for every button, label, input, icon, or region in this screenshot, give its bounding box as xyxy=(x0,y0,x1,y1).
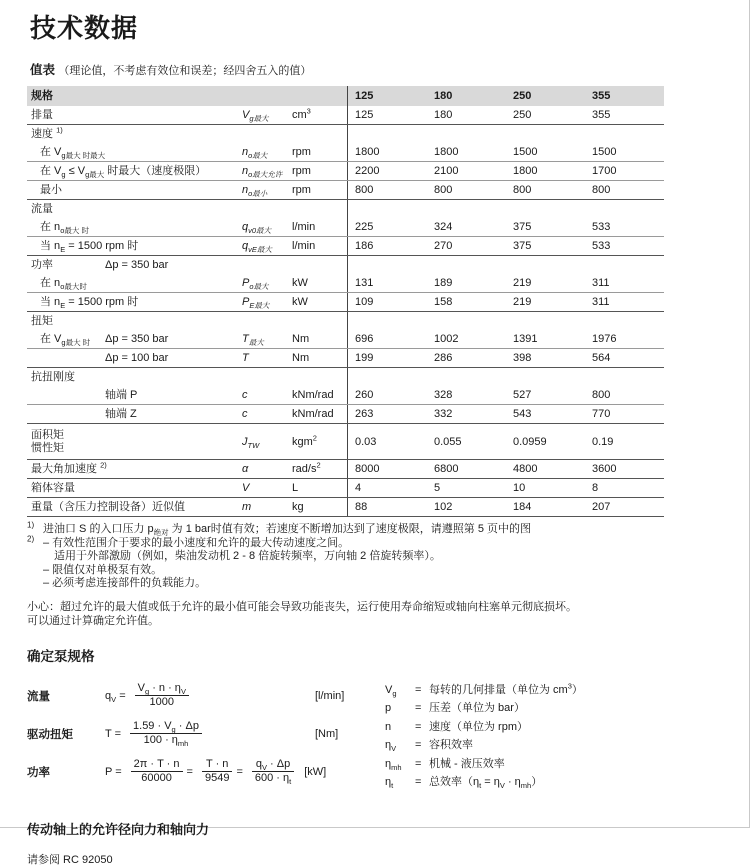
fraction-denominator: $600 \cdot \eta_t$ xyxy=(254,772,292,787)
row-values xyxy=(347,330,664,348)
cell-value: 696 xyxy=(355,333,374,345)
fraction xyxy=(252,758,294,785)
legend-item xyxy=(385,718,583,737)
formula-unit: [l/min] xyxy=(315,689,345,702)
row-values xyxy=(347,293,664,311)
cell-value: 0.03 xyxy=(355,435,377,448)
row-values xyxy=(347,312,664,330)
row-values xyxy=(347,386,664,404)
row-symbol: $n_{o最大允许}$ xyxy=(242,165,283,180)
header-size-value: 180 xyxy=(434,90,453,102)
cell-value: 375 xyxy=(513,221,532,233)
row-note: Δp = 350 bar xyxy=(105,333,169,345)
cell-value: 199 xyxy=(355,352,374,364)
fraction-denominator: $100 \cdot \eta_{mh}$ xyxy=(143,734,189,749)
table-row xyxy=(27,274,664,293)
row-label: 排量 xyxy=(31,108,53,121)
row-values xyxy=(347,237,664,255)
formula-label: 功率 xyxy=(27,766,50,779)
table-row xyxy=(27,106,664,125)
cell-value: 800 xyxy=(592,184,611,196)
cell-value: 184 xyxy=(513,501,532,513)
cell-value: 770 xyxy=(592,408,611,420)
row-label: 在 $V_g \le V_{g最大}$ 时最大（速度极限） xyxy=(40,164,207,179)
cell-value: 328 xyxy=(434,389,453,401)
cell-value: 263 xyxy=(355,408,374,420)
cell-value: 189 xyxy=(434,277,453,289)
cell-value: 207 xyxy=(592,501,611,513)
row-values xyxy=(347,460,664,478)
table-row xyxy=(27,424,664,460)
table-section-row xyxy=(27,312,664,330)
row-unit: Nm xyxy=(292,333,310,345)
table-row xyxy=(27,405,664,424)
cell-value: 0.055 xyxy=(434,435,462,448)
row-unit: kg xyxy=(292,501,304,513)
row-symbol: $n_{o最小}$ xyxy=(242,184,268,199)
legend-equals: = xyxy=(415,757,422,770)
legend-item xyxy=(385,699,583,718)
cell-value: 1002 xyxy=(434,333,459,345)
cell-value: 375 xyxy=(513,240,532,252)
row-label: 面积矩 惯性矩 xyxy=(31,428,64,454)
footnote-line xyxy=(27,550,707,564)
cell-value: 1800 xyxy=(434,146,459,158)
shaft-forces-reference: 请参阅 RC 92050 xyxy=(27,853,113,866)
table-row xyxy=(27,330,664,349)
row-unit: L xyxy=(292,482,299,494)
footnote-marker: 1) xyxy=(27,520,35,530)
row-values xyxy=(347,181,664,199)
row-unit: rad/$s^2$ xyxy=(292,460,321,475)
cell-value: 180 xyxy=(434,109,453,121)
row-label: 箱体容量 xyxy=(31,481,75,494)
legend-definition: 总效率$(\eta_t = \eta_V \cdot \eta_{mh})$ xyxy=(429,776,543,791)
footnote-marker xyxy=(27,577,43,591)
formula-unit: [kW] xyxy=(304,765,327,778)
cell-value: 311 xyxy=(592,277,610,289)
row-values xyxy=(347,125,664,143)
header-size-value: 125 xyxy=(355,90,374,102)
table-row xyxy=(27,498,664,517)
row-values xyxy=(347,349,664,367)
formula-row xyxy=(27,755,385,789)
fraction xyxy=(202,758,232,785)
legend-symbol: $V_g$ xyxy=(385,683,397,698)
footnotes xyxy=(27,520,707,591)
row-symbol: c xyxy=(242,408,248,420)
table-row xyxy=(27,237,664,256)
caution-line-1: 小心：超过允许的最大值或低于允许的最小值可能会导致功能丧失，运行使用寿命缩短或轴向柱塞单元彻底损坏。 xyxy=(27,600,577,613)
cell-value: 564 xyxy=(592,352,611,364)
row-values xyxy=(347,106,664,124)
cell-value: 533 xyxy=(592,221,611,233)
cell-value: 332 xyxy=(434,408,453,420)
footnote-line xyxy=(27,520,707,538)
row-unit: rpm xyxy=(292,165,311,177)
cell-value: 186 xyxy=(355,240,374,252)
footnote-line xyxy=(27,564,707,578)
row-unit: kgm$^2$ xyxy=(292,432,317,448)
legend-symbol: $\eta_V$ xyxy=(385,739,397,754)
fraction-numerator: 2π · T · n xyxy=(131,758,183,772)
row-symbol: $J_{TW}$ xyxy=(242,435,260,450)
cell-value: 543 xyxy=(513,408,532,420)
legend-symbol: p xyxy=(385,702,392,714)
row-label: 当 $n_E = 1500$ rpm 时 xyxy=(40,295,139,310)
table-section-row xyxy=(27,125,664,143)
legend-equals: = xyxy=(415,776,422,788)
cell-value: 800 xyxy=(592,389,611,401)
row-values xyxy=(347,368,664,386)
legend-symbol: $\eta_{mh}$ xyxy=(385,757,402,772)
row-unit: kW xyxy=(292,277,308,289)
header-label: 规格 xyxy=(31,89,53,102)
legend-definition: 每转的几何排量（单位为 $cm^3$） xyxy=(429,680,583,696)
row-symbol: T xyxy=(242,352,249,364)
legend-equals: = xyxy=(415,683,422,696)
row-values xyxy=(347,200,664,218)
row-label: 扭矩 xyxy=(31,314,53,327)
shaft-forces-heading: 传动轴上的允许径向力和轴向力 xyxy=(27,821,210,837)
row-unit: l/min xyxy=(292,240,316,252)
subtitle-bold: 值表 xyxy=(30,63,56,77)
row-note: Δp = 350 bar xyxy=(105,259,169,271)
row-symbol: α xyxy=(242,463,249,475)
table-section-row xyxy=(27,368,664,386)
cell-value: 2200 xyxy=(355,165,380,177)
spec-table xyxy=(27,86,664,517)
footnote-line xyxy=(27,533,707,551)
cell-value: 219 xyxy=(513,296,532,308)
header-size-columns xyxy=(347,86,664,106)
fraction xyxy=(135,682,189,709)
cell-value: 311 xyxy=(592,296,610,308)
row-symbol: V xyxy=(242,482,250,494)
header-size-value: 250 xyxy=(513,90,532,102)
cell-value: 102 xyxy=(434,501,453,513)
footnote-text: – 有效性范围介于要求的最小速度和允许的最大传动速度之间。 xyxy=(43,536,350,549)
row-label: Δp = 100 bar xyxy=(105,351,169,364)
table-row xyxy=(27,479,664,498)
legend-definition: 压差（单位为 bar） xyxy=(429,702,525,714)
row-unit: rpm xyxy=(292,184,311,196)
row-label: 最小 xyxy=(40,183,62,196)
row-unit: Nm xyxy=(292,352,310,364)
cell-value: 1500 xyxy=(592,146,617,158)
cell-value: 5 xyxy=(434,482,441,494)
row-values xyxy=(347,218,664,236)
cell-value: 800 xyxy=(355,184,374,196)
table-row xyxy=(27,181,664,200)
formula-term: = xyxy=(236,765,243,778)
legend-item xyxy=(385,736,583,755)
table-row xyxy=(27,143,664,162)
row-unit: kNm/rad xyxy=(292,408,334,420)
pump-spec-area xyxy=(27,679,749,793)
row-label: 在 $n_{o最大 时}$ xyxy=(40,220,89,235)
row-values xyxy=(347,162,664,180)
table-row xyxy=(27,349,664,368)
table-header-row xyxy=(27,86,664,106)
cell-value: 0.19 xyxy=(592,435,614,448)
cell-value: 1700 xyxy=(592,165,617,177)
formula-list xyxy=(27,679,385,793)
cell-value: 800 xyxy=(513,184,532,196)
cell-value: 225 xyxy=(355,221,374,233)
cell-value: 219 xyxy=(513,277,532,289)
cell-value: 398 xyxy=(513,352,532,364)
fraction xyxy=(130,720,202,747)
cell-value: 125 xyxy=(355,109,374,121)
symbol-legend xyxy=(385,679,583,793)
cell-value: 158 xyxy=(434,296,453,308)
row-symbol: $n_{o最大}$ xyxy=(242,146,268,161)
cell-value: 0.0959 xyxy=(513,435,547,448)
row-values xyxy=(347,498,664,516)
row-label: 在 $V_{g最大 时最大}$ xyxy=(40,145,106,160)
table-row xyxy=(27,460,664,479)
row-symbol: $q_{v0最大}$ xyxy=(242,221,272,236)
cell-value: 260 xyxy=(355,389,374,401)
legend-definition: 速度（单位为 rpm） xyxy=(429,720,528,733)
row-values xyxy=(347,143,664,161)
cell-value: 355 xyxy=(592,109,611,121)
cell-value: 1500 xyxy=(513,146,538,158)
pump-spec-heading: 确定泵规格 xyxy=(27,648,95,664)
cell-value: 4 xyxy=(355,482,362,494)
footnote-text: 适用于外部激励（例如，柴油发动机 2 - 8 倍旋转频率，万向轴 2 倍旋转频率）。 xyxy=(54,550,441,562)
footnote-marker xyxy=(27,550,43,564)
legend-item xyxy=(385,755,583,774)
formula-label: 驱动扭矩 xyxy=(27,728,73,741)
formula-unit: [Nm] xyxy=(315,727,339,740)
cell-value: 131 xyxy=(355,277,374,289)
table-row xyxy=(27,218,664,237)
footnote-marker: 2) xyxy=(27,533,35,543)
table-subtitle xyxy=(30,60,749,78)
footnote-text: 进油口 S 的入口压力 $p_{绝对}$ 为 1 bar时值有效；若速度不断增加达到了速度极限，请遵照第 5 页中的图 xyxy=(43,523,532,538)
fraction-numerator: $1.59 \cdot V_g \cdot \Delta p$ xyxy=(130,720,202,734)
formula-term: T = xyxy=(105,727,122,740)
cell-value: 800 xyxy=(434,184,453,196)
cell-value: 250 xyxy=(513,109,532,121)
cell-value: 286 xyxy=(434,352,453,364)
footnote-text: – 必须考虑连接部件的负载能力。 xyxy=(43,577,207,589)
cell-value: 2100 xyxy=(434,165,459,177)
row-label: 在 $V_{g最大 时}$ xyxy=(40,332,91,347)
row-unit: rpm xyxy=(292,146,311,158)
page-title: 技术数据 xyxy=(30,13,139,43)
legend-item xyxy=(385,681,583,700)
row-values xyxy=(347,405,664,423)
cell-value: 1976 xyxy=(592,333,617,345)
row-label: 重量（含压力控制设备）近似值 xyxy=(31,500,185,513)
formula-row xyxy=(27,679,385,713)
cell-value: 88 xyxy=(355,501,368,513)
legend-equals: = xyxy=(415,702,422,714)
fraction xyxy=(131,758,183,785)
cell-value: 8 xyxy=(592,482,599,494)
row-label: 轴端 P xyxy=(105,388,138,401)
formula-label: 流量 xyxy=(27,690,50,703)
row-label: 在 $n_{o最大时}$ xyxy=(40,276,87,291)
formula-row xyxy=(27,717,385,751)
header-size-value: 355 xyxy=(592,90,611,102)
row-label: 抗扭刚度 xyxy=(31,370,75,383)
cell-value: 533 xyxy=(592,240,611,252)
row-symbol: c xyxy=(242,389,248,401)
legend-definition: 容积效率 xyxy=(429,739,473,751)
row-symbol: $T_{最大}$ xyxy=(242,333,264,348)
formula-term: P = xyxy=(105,765,122,778)
row-label: 轴端 Z xyxy=(105,407,137,420)
caution-block xyxy=(27,600,717,628)
cell-value: 10 xyxy=(513,482,526,494)
row-label: 当 $n_E = 1500$ rpm 时 xyxy=(40,239,139,254)
row-symbol: $P_{o最大}$ xyxy=(242,277,269,292)
table-section-row xyxy=(27,200,664,218)
subtitle-note: （理论值，不考虑有效位和误差；经四舍五入的值） xyxy=(58,65,312,77)
row-unit: kNm/rad xyxy=(292,389,334,401)
footnote-text: – 限值仅对单极泵有效。 xyxy=(43,563,163,576)
table-row xyxy=(27,293,664,312)
row-label: 功率 xyxy=(31,258,53,271)
cell-value: 270 xyxy=(434,240,453,252)
fraction-denominator: 9549 xyxy=(204,772,230,784)
formula-term: = xyxy=(186,765,193,778)
legend-symbol: $\eta_t$ xyxy=(385,776,394,791)
cell-value: 1391 xyxy=(513,333,538,345)
row-values xyxy=(347,256,664,274)
formula-term: $q_V$ = xyxy=(105,689,126,704)
caution-line-2: 可以通过计算确定允许值。 xyxy=(27,614,159,627)
fraction-numerator: $V_g \cdot n \cdot \eta_V$ xyxy=(135,682,189,696)
row-symbol: $V_{g最大}$ xyxy=(242,109,269,124)
legend-definition: 机械 - 液压效率 xyxy=(429,757,505,770)
fraction-numerator: T · n xyxy=(202,758,232,772)
row-values xyxy=(347,424,664,459)
row-symbol: $P_{E最大}$ xyxy=(242,296,270,311)
cell-value: 324 xyxy=(434,221,453,233)
legend-equals: = xyxy=(415,739,422,751)
row-unit: l/min xyxy=(292,221,316,233)
row-label: 流量 xyxy=(31,202,53,215)
row-label: 最大角加速度 $^{2)}$ xyxy=(31,459,107,475)
cell-value: 4800 xyxy=(513,463,538,475)
fraction-denominator: 60000 xyxy=(141,772,172,784)
table-row xyxy=(27,162,664,181)
cell-value: 527 xyxy=(513,389,532,401)
row-symbol: $q_{vE最大}$ xyxy=(242,240,272,255)
footnote-marker xyxy=(27,564,43,578)
row-unit: kW xyxy=(292,296,308,308)
legend-item xyxy=(385,773,583,792)
row-label: 速度 $^{1)}$ xyxy=(31,124,63,140)
legend-symbol: n xyxy=(385,720,392,733)
row-symbol: m xyxy=(242,501,252,513)
cell-value: 8000 xyxy=(355,463,380,475)
cell-value: 109 xyxy=(355,296,374,308)
cell-value: 3600 xyxy=(592,463,617,475)
cell-value: 1800 xyxy=(355,146,380,158)
row-values xyxy=(347,479,664,497)
row-unit: $cm^3$ xyxy=(292,106,311,121)
table-row xyxy=(27,386,664,405)
cell-value: 6800 xyxy=(434,463,459,475)
row-values xyxy=(347,274,664,292)
table-section-row xyxy=(27,256,664,274)
fraction-denominator: 1000 xyxy=(149,696,175,708)
cell-value: 1800 xyxy=(513,165,538,177)
legend-equals: = xyxy=(415,720,422,733)
footnote-line xyxy=(27,577,707,591)
fraction-numerator: $q_V \cdot \Delta p$ xyxy=(252,758,294,772)
